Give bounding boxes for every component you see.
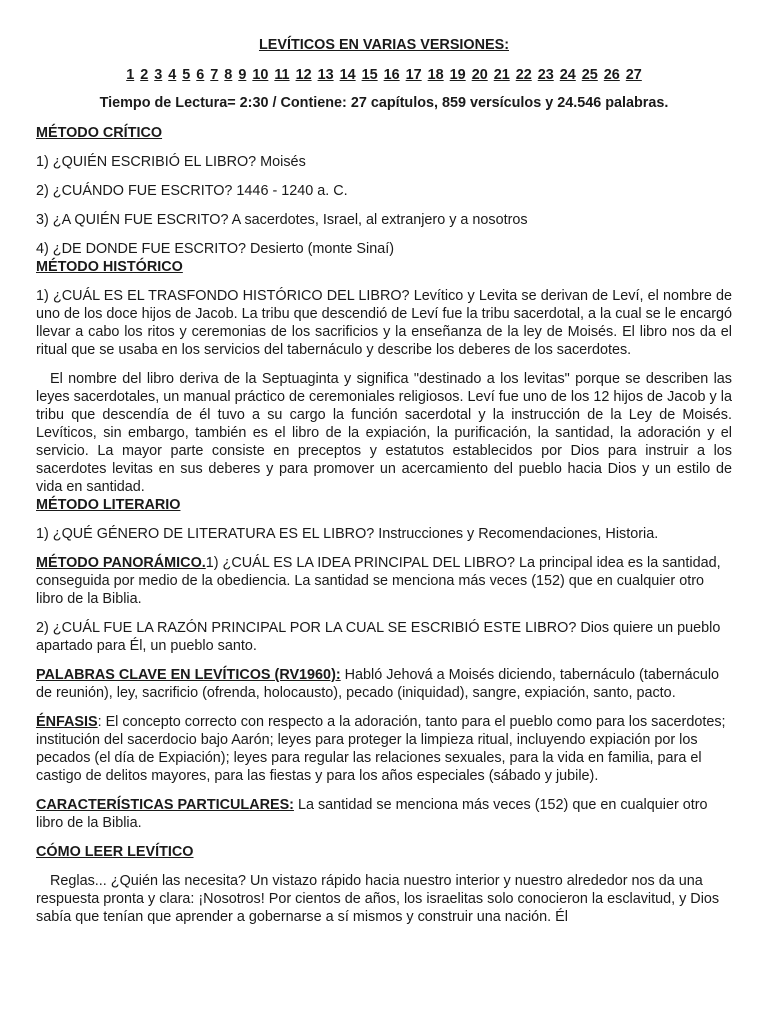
chapter-link-3[interactable]: 3 — [154, 67, 163, 83]
caracteristicas-text: La santidad se menciona más veces (152) que en cualquier otro libro de la Biblia. — [36, 797, 708, 831]
heading-enfasis: ÉNFASIS — [36, 714, 98, 730]
chapter-link-11[interactable]: 11 — [274, 67, 290, 83]
heading-metodo-literario: MÉTODO LITERARIO — [36, 497, 181, 513]
chapter-link-27[interactable]: 27 — [625, 67, 642, 83]
reading-info: Tiempo de Lectura= 2:30 / Contiene: 27 capítulos, 859 versículos y 24.546 palabras. — [99, 95, 669, 111]
heading-como-leer: CÓMO LEER LEVÍTICO — [36, 844, 194, 860]
chapter-link-15[interactable]: 15 — [361, 67, 378, 83]
chapter-link-4[interactable]: 4 — [168, 67, 177, 83]
chapter-link-22[interactable]: 22 — [515, 67, 532, 83]
critico-item-4: 4) ¿DE DONDE FUE ESCRITO? Desierto (monte Sinaí) — [36, 241, 394, 257]
chapter-link-17[interactable]: 17 — [405, 67, 422, 83]
chapter-link-13[interactable]: 13 — [317, 67, 334, 83]
enfasis-paragraph — [36, 713, 732, 785]
document-title: LEVÍTICOS EN VARIAS VERSIONES: — [258, 37, 509, 53]
chapter-links — [36, 66, 732, 84]
heading-metodo-historico: MÉTODO HISTÓRICO — [36, 259, 183, 275]
chapter-link-18[interactable]: 18 — [427, 67, 444, 83]
chapter-link-1[interactable]: 1 — [126, 67, 135, 83]
chapter-link-7[interactable]: 7 — [210, 67, 219, 83]
palabras-clave-paragraph — [36, 666, 732, 702]
chapter-link-6[interactable]: 6 — [196, 67, 205, 83]
chapter-link-10[interactable]: 10 — [252, 67, 269, 83]
chapter-link-12[interactable]: 12 — [295, 67, 312, 83]
historico-paragraph-1: 1) ¿CUÁL ES EL TRASFONDO HISTÓRICO DEL LIBRO? Levítico y Levita se derivan de Leví, el nombre de uno de los doce hijos de Jacob. La tribu que descendió de Leví fue la tribu sacerdotal, a la cual se le encargó llevar a cabo los ritos y ceremonias de los sacrificios y la enseñanza de la ley de Moisés. El libro nos da el ritual que se usaba en los servicios del tabernáculo y describe los deberes de los sacerdotes. — [36, 288, 733, 358]
critico-item-2: 2) ¿CUÁNDO FUE ESCRITO? 1446 - 1240 a. C. — [36, 183, 348, 199]
palabras-clave-text: Habló Jehová a Moisés diciendo, tabernáculo (tabernáculo de reunión), ley, sacrificio (ofrenda, holocausto), pecado (iniquidad), sangre, expiación, santo, pacto. — [36, 667, 720, 701]
critico-item-1: 1) ¿QUIÉN ESCRIBIÓ EL LIBRO? Moisés — [36, 154, 306, 170]
chapter-link-14[interactable]: 14 — [339, 67, 356, 83]
heading-caracteristicas: CARACTERÍSTICAS PARTICULARES: — [36, 797, 294, 813]
historico-paragraph-2: El nombre del libro deriva de la Septuaginta y significa "destinado a los levitas" porque se describen las leyes sacerdotales, un manual práctico de ceremoniales religiosos. Leví fue uno de los 12 hijos de Jacob y la tribu que descendía de él tuvo a su cargo la función sacerdotal y la instrucción de la Ley de Moisés. Levíticos, sin embargo, también es el libro de la expiación, la purificación, la santidad, la adoración y el servicio. La mayor parte consiste en preceptos y estatutos establecidos por Dios para instruir a los sacerdotes levitas en sus deberes y para promover un acercamiento del pueblo hacia Dios y un estilo de vida en santidad. — [36, 371, 732, 495]
chapter-link-20[interactable]: 20 — [471, 67, 488, 83]
panoramico-paragraph-1 — [36, 554, 732, 608]
chapter-link-9[interactable]: 9 — [238, 67, 247, 83]
chapter-link-21[interactable]: 21 — [493, 67, 510, 83]
chapter-link-23[interactable]: 23 — [537, 67, 554, 83]
chapter-link-24[interactable]: 24 — [559, 67, 576, 83]
heading-metodo-panoramico: MÉTODO PANORÁMICO. — [36, 555, 206, 571]
chapter-link-26[interactable]: 26 — [603, 67, 620, 83]
chapter-link-19[interactable]: 19 — [449, 67, 466, 83]
caracteristicas-paragraph — [36, 796, 732, 832]
literario-paragraph-1: 1) ¿QUÉ GÉNERO DE LITERATURA ES EL LIBRO? Instrucciones y Recomendaciones, Historia. — [36, 526, 659, 542]
enfasis-text: : El concepto correcto con respecto a la adoración, tanto para el pueblo como para los sacerdotes; institución del sacerdocio bajo Aarón; leyes para proteger la limpieza ritual, incluyendo expiación por los pecados (el día de Expiación); leyes para regular las relaciones sexuales, para la vida en familia, para el castigo de delitos mayores, para las fiestas y para los años especiales (sábado y jubile). — [36, 714, 726, 784]
heading-metodo-critico: MÉTODO CRÍTICO — [36, 125, 163, 141]
chapter-link-8[interactable]: 8 — [224, 67, 233, 83]
chapter-link-5[interactable]: 5 — [182, 67, 191, 83]
chapter-link-2[interactable]: 2 — [140, 67, 149, 83]
panoramico-paragraph-2: 2) ¿CUÁL FUE LA RAZÓN PRINCIPAL POR LA CUAL SE ESCRIBIÓ ESTE LIBRO? Dios quiere un pueblo apartado para Él, un pueblo santo. — [36, 620, 721, 654]
chapter-link-16[interactable]: 16 — [383, 67, 400, 83]
como-leer-paragraph-1: Reglas... ¿Quién las necesita? Un vistazo rápido hacia nuestro interior y nuestro alrededor nos da una respuesta pronta y clara: ¡Nosotros! Por cientos de años, los israelitas solo conocieron la esclavitud, y Dios sabía que tenían que aprender a gobernarse a sí mismos y construir una nación. Él — [36, 873, 720, 925]
critico-item-3: 3) ¿A QUIÉN FUE ESCRITO? A sacerdotes, Israel, al extranjero y a nosotros — [36, 212, 528, 228]
panoramico-text-1: 1) ¿CUÁL ES LA IDEA PRINCIPAL DEL LIBRO? La principal idea es la santidad, conseguida por medio de la obediencia. La santidad se menciona más veces (152) que en cualquier otro libro de la Biblia. — [36, 555, 721, 607]
heading-palabras-clave: PALABRAS CLAVE EN LEVÍTICOS (RV1960): — [36, 667, 341, 683]
chapter-link-25[interactable]: 25 — [581, 67, 598, 83]
